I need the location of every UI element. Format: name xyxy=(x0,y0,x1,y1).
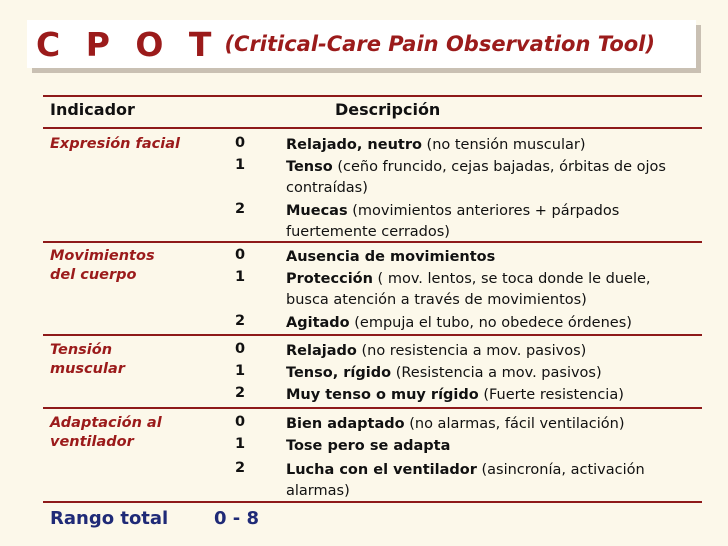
score-detail: (asincronía, activación alarmas) xyxy=(286,462,645,499)
header-indicator: Indicador xyxy=(50,100,135,119)
section-muscle-tension xyxy=(50,341,700,405)
score-term: Tose pero se adapta xyxy=(286,438,451,454)
score-detail: (Resistencia a mov. pasivos) xyxy=(391,365,602,381)
title-box xyxy=(27,20,696,68)
total-label: Rango total xyxy=(50,508,169,529)
score-detail: (empuja el tubo, no obedece órdenes) xyxy=(349,315,632,331)
score-detail: (no resistencia a mov. pasivos) xyxy=(356,343,587,359)
score-description xyxy=(286,341,696,362)
indicator-label: Movimientos del cuerpo xyxy=(50,248,155,283)
score-value: 1 xyxy=(235,436,246,452)
score-detail: (Fuerte resistencia) xyxy=(478,387,624,403)
score-term: Bien adaptado xyxy=(286,416,405,432)
score-term: Agitado xyxy=(286,315,350,331)
section-body-movements xyxy=(50,247,700,331)
section-facial-expression xyxy=(50,135,700,239)
score-term: Protección xyxy=(286,271,373,287)
score-description xyxy=(286,157,696,199)
score-detail: (ceño fruncido, cejas bajadas, órbitas de ojos contraídas) xyxy=(286,159,666,196)
score-value: 2 xyxy=(235,460,246,476)
score-term: Muecas xyxy=(286,203,348,219)
score-description xyxy=(286,436,696,457)
score-description xyxy=(286,414,696,435)
score-detail: (movimientos anteriores + párpados fuertemente cerrados) xyxy=(286,203,620,240)
score-description xyxy=(286,201,696,243)
score-term: Tenso, rígido xyxy=(286,365,392,381)
header-description: Descripción xyxy=(335,100,441,119)
section-rule xyxy=(43,334,702,336)
indicator-label: Tensión muscular xyxy=(50,342,125,377)
score-description xyxy=(286,135,696,156)
section-rule xyxy=(43,407,702,409)
score-term: Muy tenso o muy rígido xyxy=(286,387,479,403)
score-description xyxy=(286,313,696,334)
table-top-rule xyxy=(43,95,702,97)
header-rule xyxy=(43,127,702,129)
score-value: 0 xyxy=(235,341,246,357)
score-term: Relajado xyxy=(286,343,357,359)
score-value: 1 xyxy=(235,269,246,285)
score-value: 2 xyxy=(235,201,246,217)
section-rule xyxy=(43,241,702,243)
section-ventilator-adaptation xyxy=(50,414,700,498)
title-main: C P O T xyxy=(36,24,219,64)
score-term: Lucha con el ventilador xyxy=(286,462,477,478)
score-description xyxy=(286,460,696,502)
score-value: 0 xyxy=(235,247,246,263)
score-value: 2 xyxy=(235,385,246,401)
score-term: Relajado, neutro xyxy=(286,137,422,153)
score-description xyxy=(286,385,696,406)
score-value: 1 xyxy=(235,157,246,173)
score-value: 0 xyxy=(235,135,246,151)
table-header xyxy=(50,100,700,122)
table-bottom-rule xyxy=(43,501,702,503)
score-description xyxy=(286,247,696,268)
score-detail: (no alarmas, fácil ventilación) xyxy=(404,416,625,432)
score-description xyxy=(286,269,696,311)
score-value: 2 xyxy=(235,313,246,329)
score-detail: (no tensión muscular) xyxy=(421,137,586,153)
indicator-label: Adaptación al ventilador xyxy=(50,415,162,450)
score-description xyxy=(286,363,696,384)
score-detail: ( mov. lentos, se toca donde le duele, busca atención a través de movimientos) xyxy=(286,271,651,308)
score-value: 1 xyxy=(235,363,246,379)
total-range: 0 - 8 xyxy=(214,508,260,529)
indicator-label: Expresión facial xyxy=(50,136,180,152)
score-term: Ausencia de movimientos xyxy=(286,249,496,265)
title-subtitle: (Critical-Care Pain Observation Tool) xyxy=(224,32,655,56)
score-value: 0 xyxy=(235,414,246,430)
score-term: Tenso xyxy=(286,159,333,175)
